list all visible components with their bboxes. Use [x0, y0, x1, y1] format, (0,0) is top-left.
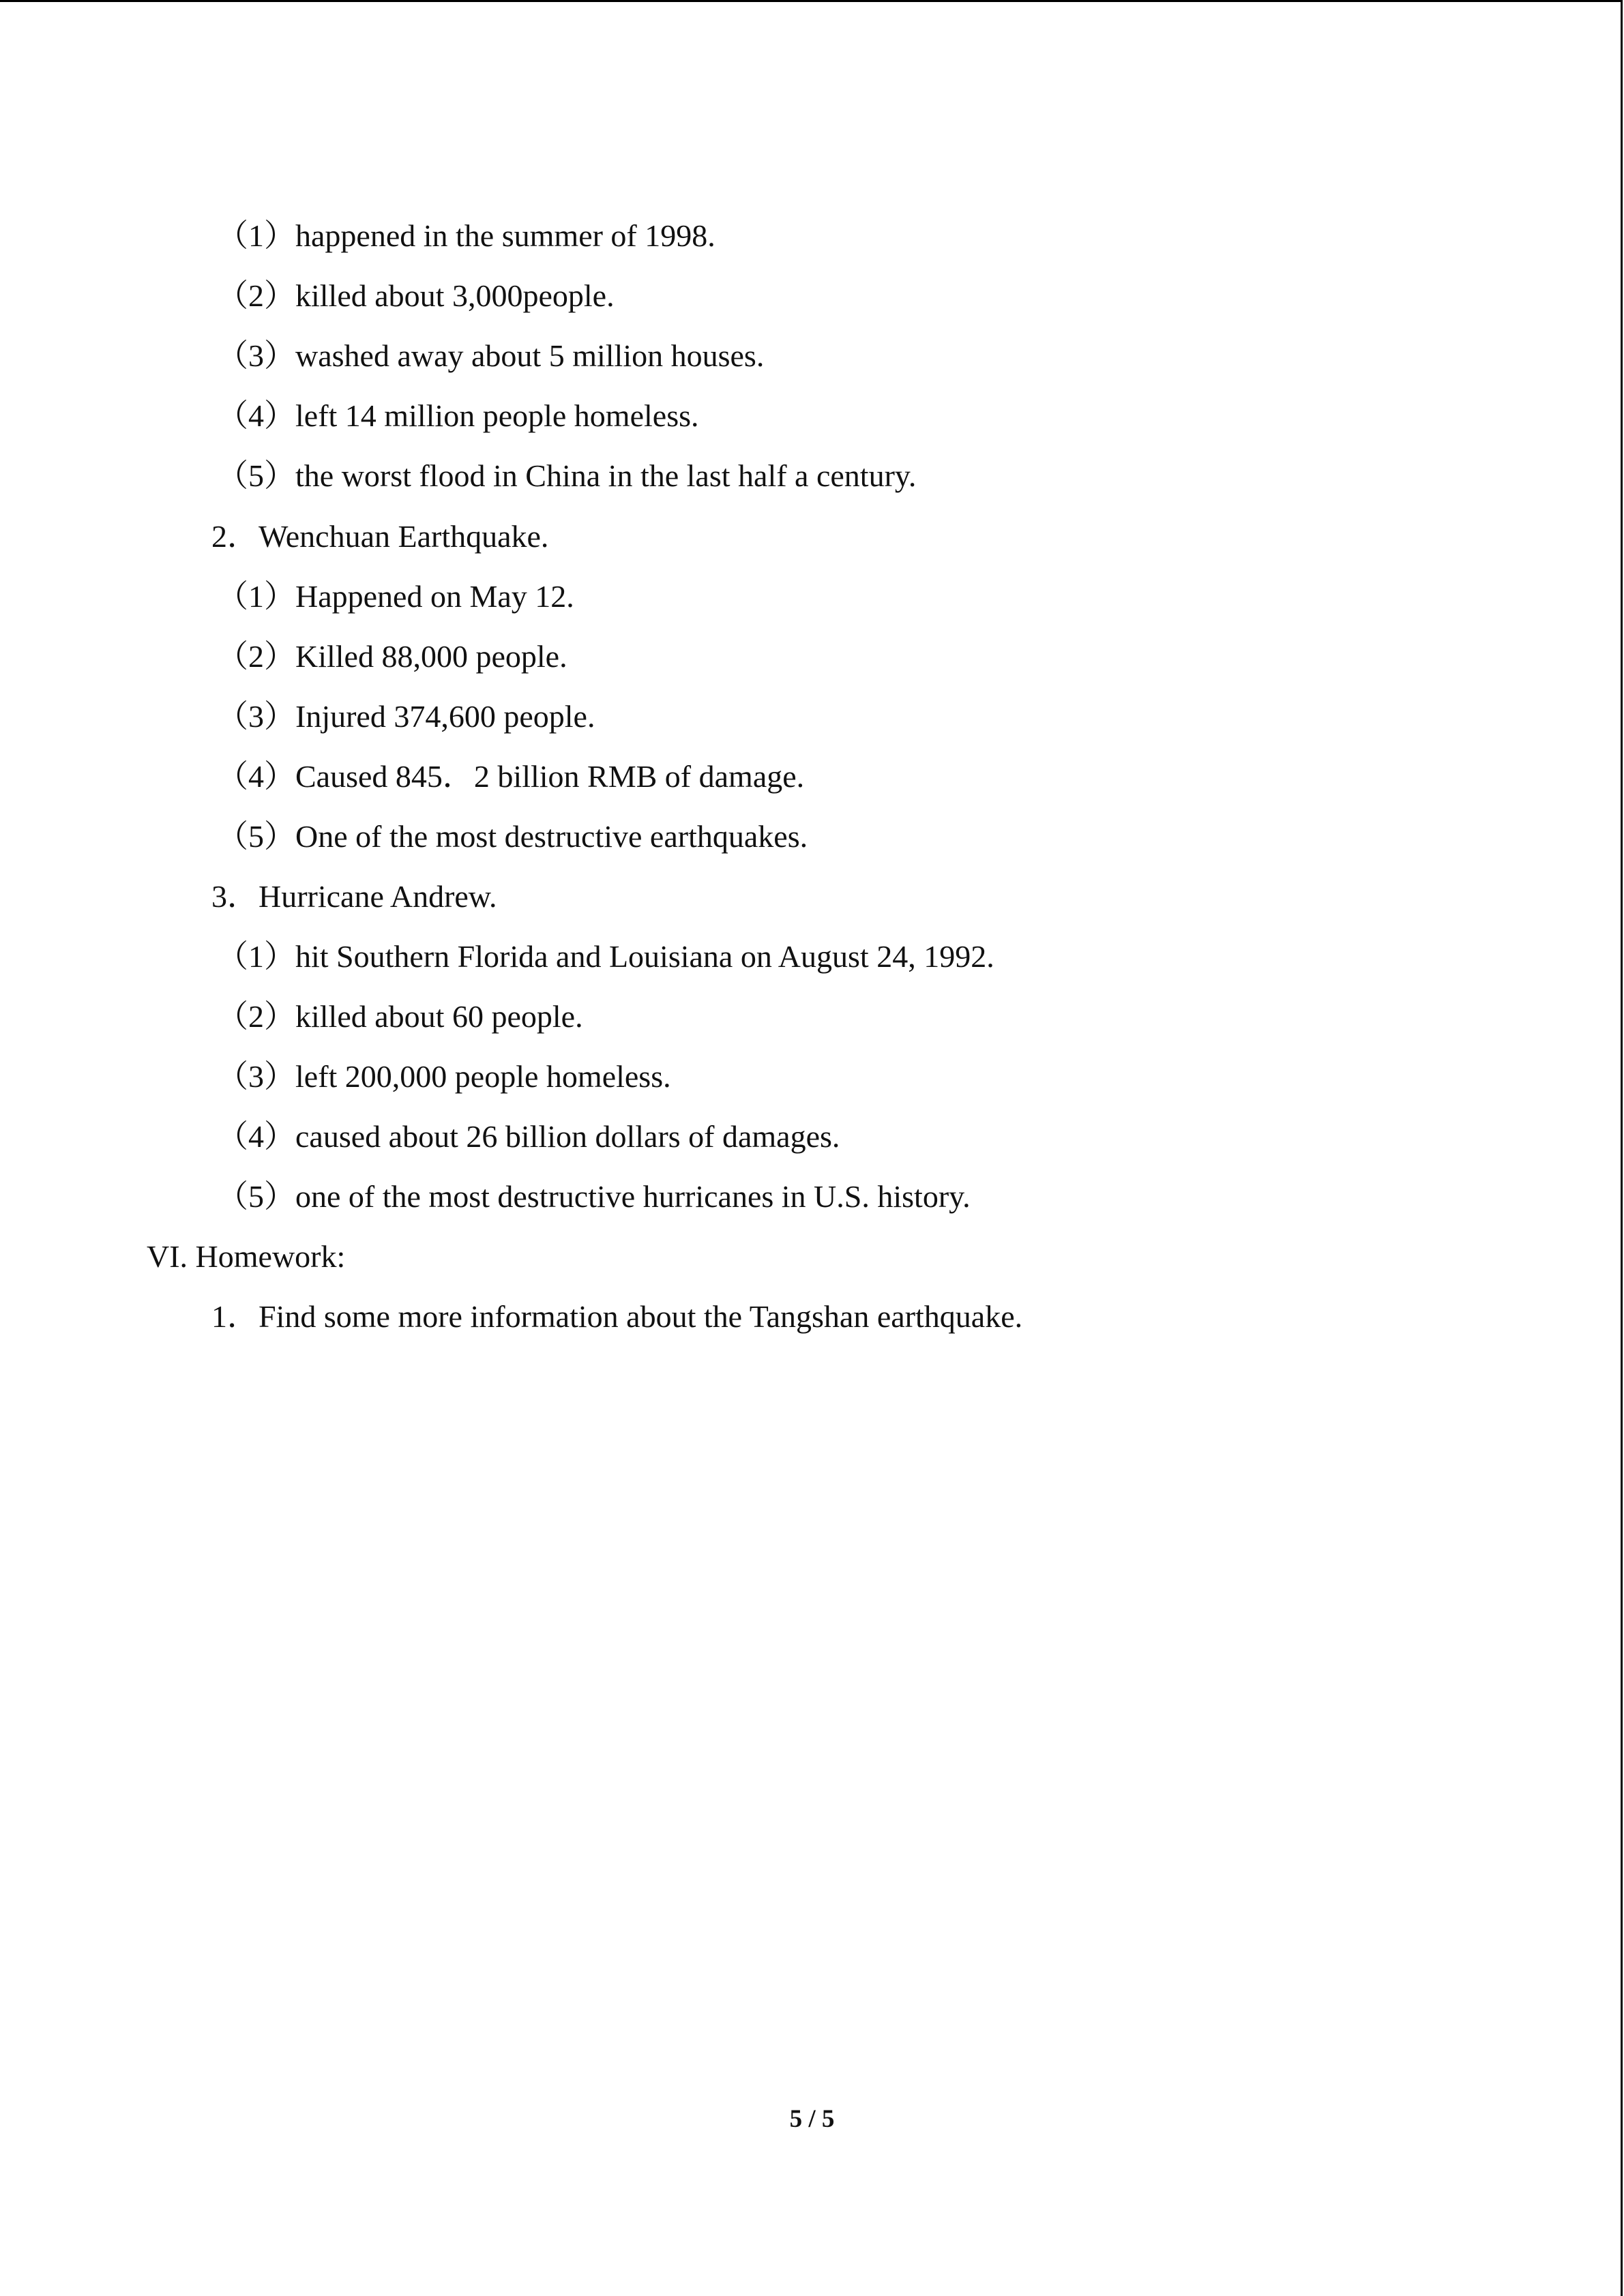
homework-item: 1．Find some more information about the Tangshan earthquake. [211, 1299, 1023, 1334]
section-heading: 3．Hurricane Andrew. [211, 879, 497, 914]
list-item: （2）killed about 60 people. [217, 999, 583, 1034]
list-item: （4）left 14 million people homeless. [217, 398, 699, 433]
list-item: （3）Injured 374,600 people. [217, 699, 595, 734]
list-item: （5）one of the most destructive hurricanes in U.S. history. [217, 1179, 971, 1214]
list-item: （3）washed away about 5 million houses. [217, 338, 765, 373]
list-item: （2）Killed 88,000 people. [217, 639, 567, 674]
list-item: （3）left 200,000 people homeless. [217, 1059, 671, 1094]
list-item: （1）hit Southern Florida and Louisiana on August 24, 1992. [217, 939, 994, 974]
list-item: （5）the worst flood in China in the last half a century. [217, 458, 917, 493]
list-item: （1）Happened on May 12. [217, 579, 574, 614]
list-item: （2）killed about 3,000people. [217, 278, 615, 313]
list-item: （1）happened in the summer of 1998. [217, 218, 715, 253]
list-item: （4）Caused 845．2 billion RMB of damage. [217, 759, 805, 794]
page-number: 5 / 5 [789, 2105, 835, 2133]
list-item: （4）caused about 26 billion dollars of damages. [217, 1119, 840, 1154]
list-item: （5）One of the most destructive earthquakes. [217, 819, 808, 854]
homework-heading: VI. Homework: [147, 1239, 346, 1274]
section-heading: 2．Wenchuan Earthquake. [211, 519, 549, 554]
